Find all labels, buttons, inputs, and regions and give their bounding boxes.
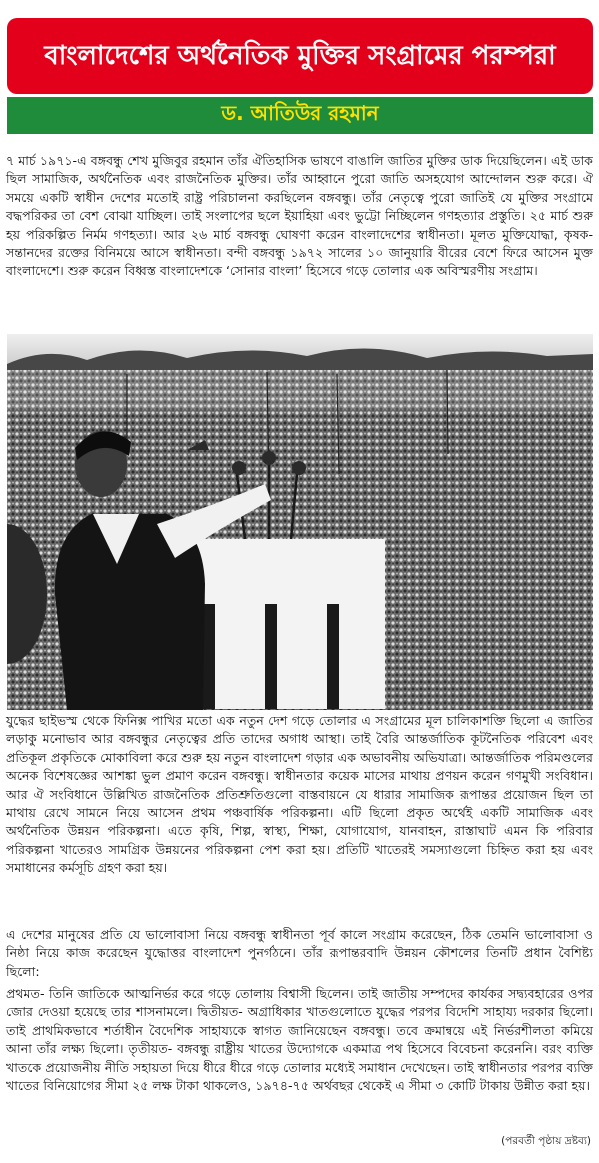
- author-name: ড. আতিউর রহমান: [221, 101, 379, 125]
- body-paragraph-4: প্রথমত- তিনি জাতিকে আত্মনির্ভর করে গড়ে তোলায় বিশ্বাসী ছিলেন। তাই জাতীয় সম্পদের কার্যকর সদ্ব্যবহারের ওপর জোর দেওয়া হয়েছে তার শাসনামলে। দ্বিতীয়ত- অগ্রাধিকার খাতগুলোতে যুদ্ধের পরপর বিদেশি সাহায্য দরকার ছিলো। তাই প্রাথমিকভাবে শর্তাধীন বৈদেশিক সাহায্যকে স্বাগত জানিয়েছেন বঙ্গবন্ধু। তবে ক্রমান্বয়ে এই নির্ভরশীলতা কমিয়ে আনা তাঁর লক্ষ্য ছিলো। তৃতীয়ত- বঙ্গবন্ধু রাষ্ট্রীয় খাতের উদ্যোগকে একমাত্র পথ হিসেবে বিবেচনা করেননি। বরং ব্যক্তি খাতকে প্রয়োজনীয় নীতি সহায়তা দিয়ে ধীরে ধীরে গড়ে তোলার মধ্যেই সমাধান দেখেছেন। তাই স্বাধীনতার পরপর ব্যক্তি খাতের বিনিয়োগের সীমা ২৫ লক্ষ টাকা থাকলেও, ১৯৭৪-৭৫ অর্থবছর থেকেই এ সীমা ৩ কোটি টাকায় উন্নীত করা হয়।: [6, 986, 593, 1094]
- continued-note: (পরবর্তী পৃষ্ঠায় দ্রষ্টব্য): [501, 1135, 591, 1147]
- title-banner: [7, 18, 593, 94]
- author-bar: [7, 97, 593, 134]
- intro-paragraph: ৭ মার্চ ১৯৭১-এ বঙ্গবন্ধু শেখ মুজিবুর রহমান তাঁর ঐতিহাসিক ভাষণে বাঙালি জাতির মুক্তির ডাক দিয়েছিলেন। এই ডাক ছিল সামাজিক, অর্থনৈতিক এবং রাজনৈতিক মুক্তির। তাঁর আহ্বানে পুরো জাতি অসহযোগ আন্দোলন শুরু করে। ঐ সময়ে একটি স্বাধীন দেশের মতোই রাষ্ট্র পরিচালনা করছিলেন বঙ্গবন্ধু। তাঁর নেতৃত্বে পুরো জাতিই যে মুক্তির সংগ্রামে বদ্ধপরিকর তা বেশ বোঝা যাচ্ছিল। তাই সংলাপের ছলে ইয়াহিয়া এবং ভুট্টো নিচ্ছিলেন গণহত্যার প্রস্তুতি। ২৫ মার্চ শুরু হয় পরিকল্পিত নির্মম গণহত্যা। আর ২৬ মার্চ বঙ্গবন্ধু ঘোষণা করেন বাংলাদেশের স্বাধীনতা। মূলত মুক্তিযোদ্ধা, কৃষক-সন্তানদের রক্তের বিনিময়ে আসে স্বাধীনতা। বন্দী বঙ্গবন্ধু ১৯৭২ সালের ১০ জানুয়ারি বীরের বেশে ফিরে আসেন মুক্ত বাংলাদেশে। শুরু করেন বিধ্বস্ত বাংলাদেশকে ‘সোনার বাংলা’ হিসেবে গড়ে তোলার এক অবিস্মরণীয় সংগ্রাম।: [6, 153, 593, 279]
- body-paragraph-3: এ দেশের মানুষের প্রতি যে ভালোবাসা নিয়ে বঙ্গবন্ধু স্বাধীনতা পূর্ব কালে সংগ্রাম করেছেন, ঠিক তেমনি ভালোবাসা ও নিষ্ঠা নিয়ে কাজ করেছেন যুদ্ধোত্তর বাংলাদেশ পুনর্গঠনে। তাঁর রূপান্তরবাদি উন্নয়ন কৌশলের তিনটি প্রধান বৈশিষ্ট্য ছিলো:: [6, 927, 593, 979]
- rally-photo: [7, 334, 593, 710]
- body-paragraph-2: যুদ্ধের ছাইভস্ম থেকে ফিনিক্স পাখির মতো এক নতুন দেশ গড়ে তোলার এ সংগ্রামের মূল চালিকাশক্তি ছিলো এ জাতির লড়াকু মনোভাব আর বঙ্গবন্ধুর নেতৃত্বের প্রতি তাদের অগাধ আস্থা। তাই বৈরি আন্তর্জাতিক কূটনৈতিক পরিবেশ এবং প্রতিকূল প্রকৃতিকে মোকাবিলা করে শুরু হয় নতুন বাংলাদেশ গড়ার এক অভাবনীয় অভিযাত্রা। আন্তর্জাতিক পরিমণ্ডলের অনেক বিশেষজ্ঞের আশঙ্কা ভুল প্রমাণ করেন বঙ্গবন্ধু। স্বাধীনতার কয়েক মাসের মাথায় প্রণয়ন করেন গণমুখী সংবিধান। আর ঐ সংবিধানে উল্লিখিত রাজনৈতিক প্রতিশ্রুতিগুলো বাস্তবায়নে যে ধারার সামাজিক রূপান্তর প্রয়োজন ছিল তা মাথায় রেখে সামনে নিয়ে আসেন প্রথম পঞ্চবার্ষিক পরিকল্পনা। এটি ছিলো প্রকৃত অর্থেই একটি সামাজিক এবং অর্থনৈতিক উন্নয়ন পরিকল্পনা। এতে কৃষি, শিল্প, স্বাস্থ্য, শিক্ষা, যোগাযোগ, যানবাহন, রাস্তাঘাট এমন কি পরিবার পরিকল্পনা খাতেরও সামগ্রিক উন্নয়নের পরিকল্পনা পেশ করা হয়। প্রতিটি খাতেরই সমস্যাগুলো চিহ্নিত করা হয় এবং সমাধানের কর্মসূচি গ্রহণ করা হয়।: [6, 713, 593, 876]
- article-title: বাংলাদেশের অর্থনৈতিক মুক্তির সংগ্রামের পরম্পরা: [44, 40, 556, 71]
